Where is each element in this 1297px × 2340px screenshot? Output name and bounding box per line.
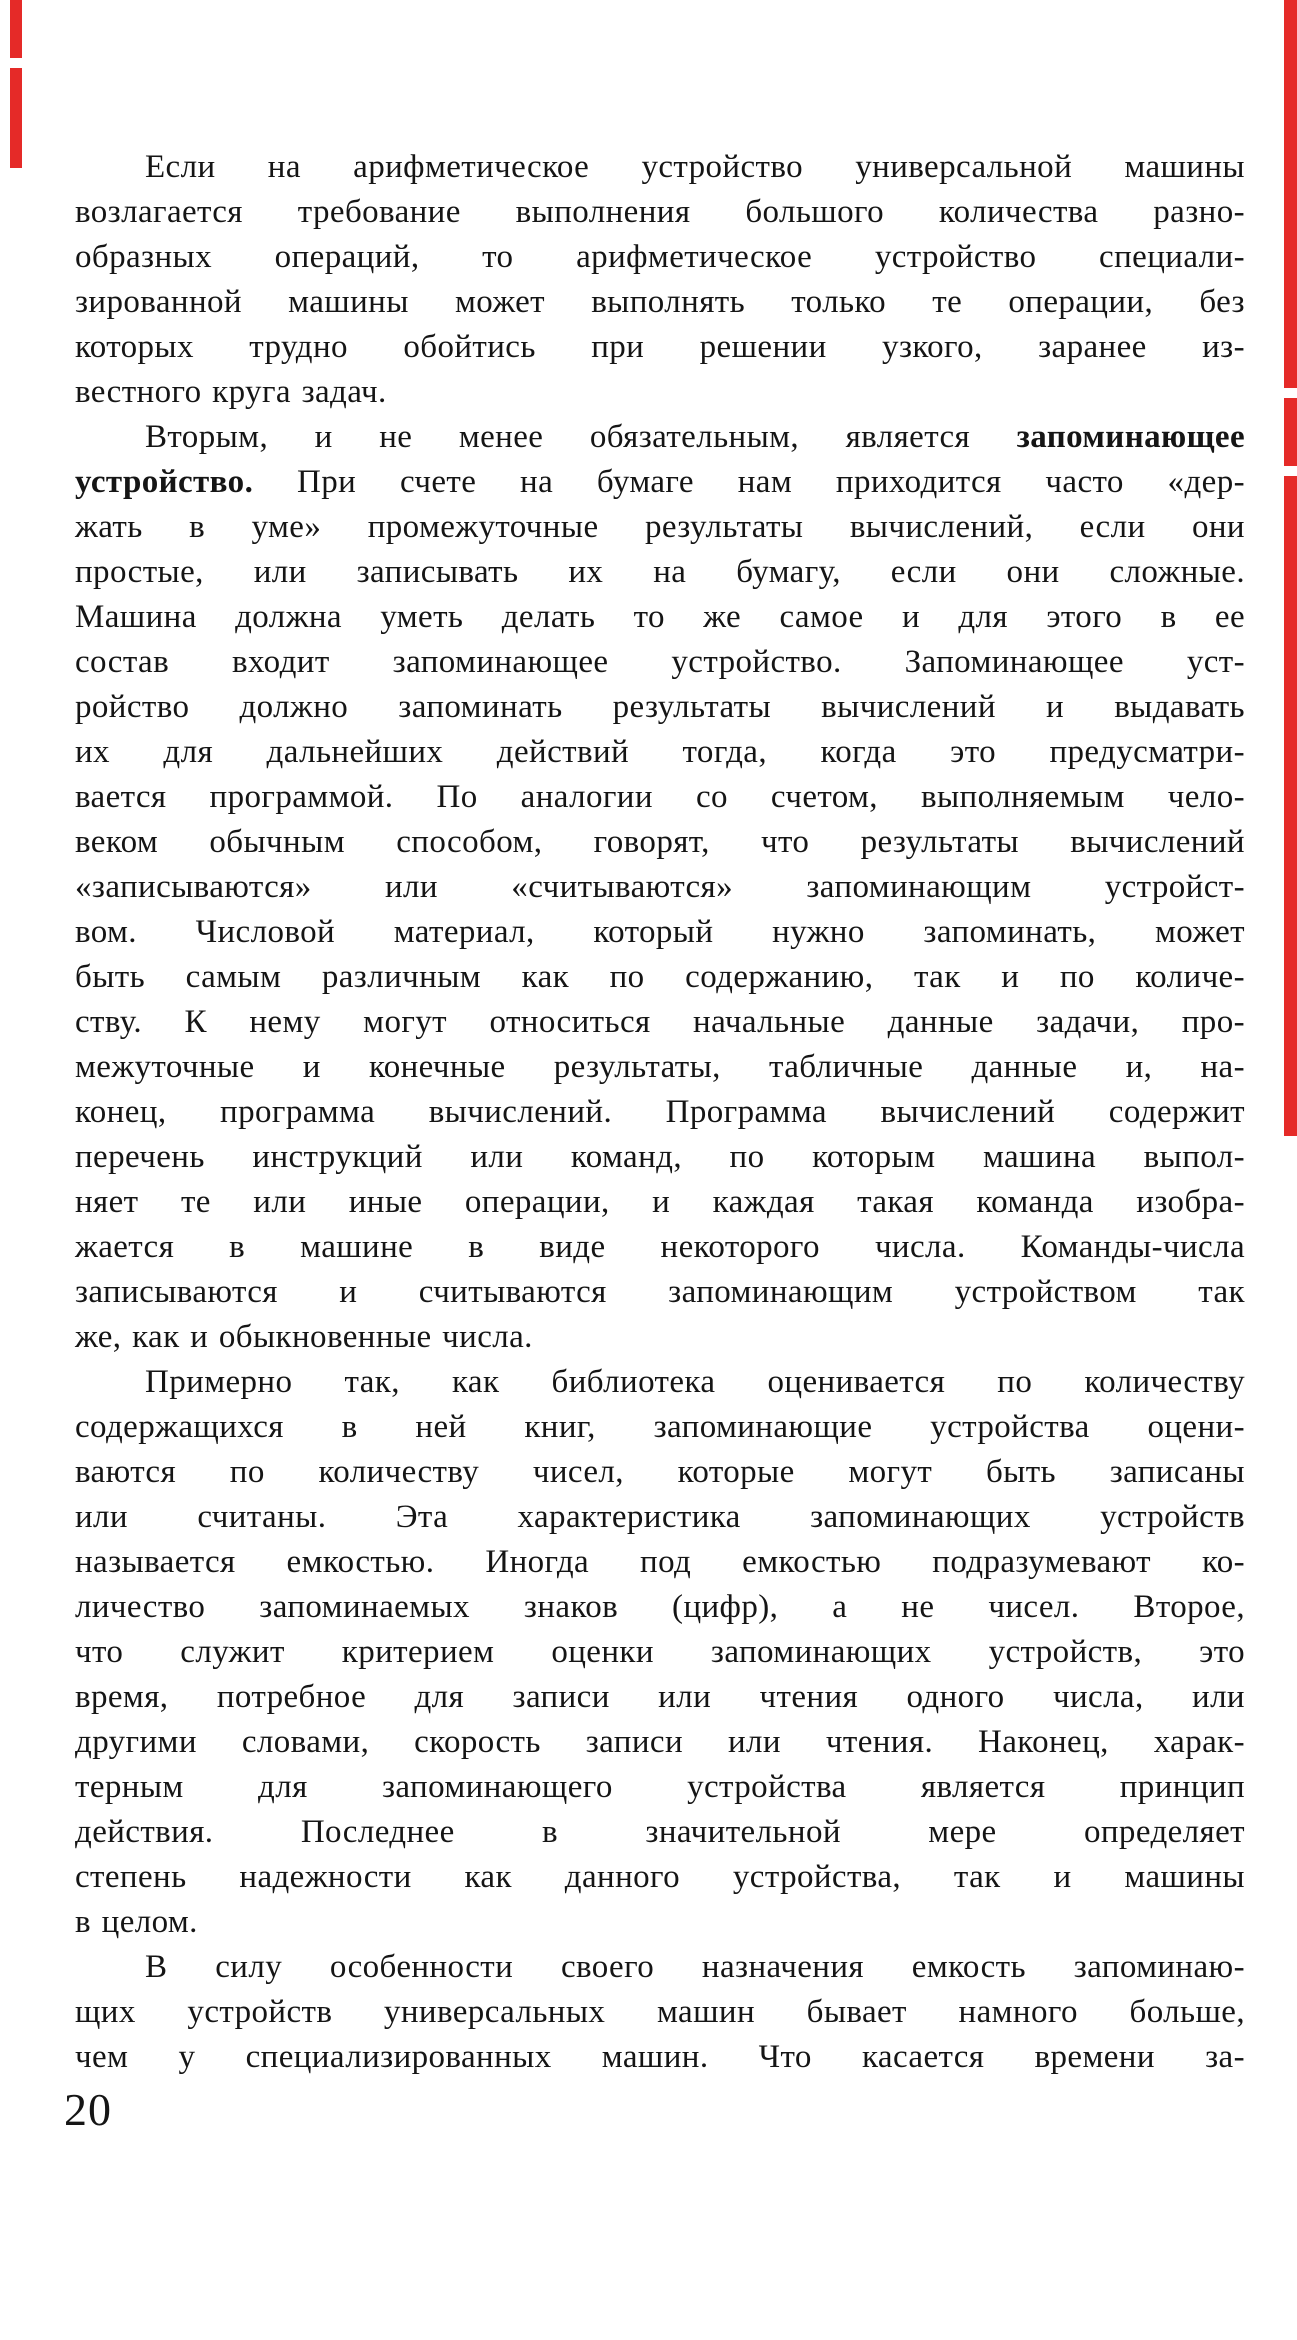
paragraph (75, 1360, 1245, 1945)
text-line: перечень инструкций или команд, по которым машина выпол- (75, 1139, 1245, 1175)
text-line: В силу особенности своего назначения емкость запоминаю- (145, 1949, 1245, 1985)
text-line: возлагается требование выполнения большого количества разно- (75, 194, 1245, 230)
text-line: чем у специализированных машин. Что касается времени за- (75, 2039, 1245, 2075)
page-number: 20 (64, 2084, 112, 2135)
text-line: устройство. При счете на бумаге нам приходится часто «дер- (75, 464, 1245, 500)
text-line: называется емкостью. Иногда под емкостью подразумевают ко- (75, 1544, 1245, 1580)
text-line: межуточные и конечные результаты, табличные данные и, на- (75, 1049, 1245, 1085)
text-line: щих устройств универсальных машин бывает намного больше, (75, 1994, 1245, 2030)
text-line: другими словами, скорость записи или чтения. Наконец, харак- (75, 1724, 1245, 1760)
text-line: Если на арифметическое устройство универсальной машины (145, 149, 1245, 185)
text-line: время, потребное для записи или чтения одного числа, или (75, 1679, 1245, 1715)
text-line: жать в уме» промежуточные результаты вычислений, если они (75, 509, 1245, 545)
text-line: что служит критерием оценки запоминающих устройств, это (75, 1634, 1245, 1670)
text-line: же, как и обыкновенные числа. (75, 1319, 533, 1355)
text-line: «записываются» или «считываются» запоминающим устройст- (75, 869, 1245, 905)
text-block (75, 145, 1245, 2080)
text-line: степень надежности как данного устройства, так и машины (75, 1859, 1245, 1895)
text-line: веком обычным способом, говорят, что результаты вычислений (75, 824, 1245, 860)
text-line: или считаны. Эта характеристика запоминающих устройств (75, 1499, 1245, 1535)
text-line: вестного круга задач. (75, 374, 387, 410)
paragraph (75, 1945, 1245, 2080)
text-line: простые, или записывать их на бумагу, если они сложные. (75, 554, 1245, 590)
text-line: ваются по количеству чисел, которые могут быть записаны (75, 1454, 1245, 1490)
text-line: ству. К нему могут относиться начальные данные задачи, про- (75, 1004, 1245, 1040)
scan-artifact-red-bar-left-segment (10, 68, 22, 168)
text-line: няет те или иные операции, и каждая такая команда изобра- (75, 1184, 1245, 1220)
text-line: личество запоминаемых знаков (цифр), а не чисел. Второе, (75, 1589, 1245, 1625)
text-line: Вторым, и не менее обязательным, является запоминающее (145, 419, 1245, 455)
text-line: действия. Последнее в значительной мере определяет (75, 1814, 1245, 1850)
text-line: вом. Числовой материал, который нужно запоминать, может (75, 914, 1245, 950)
text-line: вается программой. По аналогии со счетом, выполняемым чело- (75, 779, 1245, 815)
scan-artifact-red-bar-right-segment (1284, 476, 1297, 1136)
text-line: в целом. (75, 1904, 198, 1940)
text-line: состав входит запоминающее устройство. Запоминающее уст- (75, 644, 1245, 680)
paragraph (75, 145, 1245, 415)
text-line: жается в машине в виде некоторого числа. Команды-числа (75, 1229, 1245, 1265)
text-line: записываются и считываются запоминающим устройством так (75, 1274, 1245, 1310)
text-line: зированной машины может выполнять только те операции, без (75, 284, 1245, 320)
text-line: терным для запоминающего устройства является принцип (75, 1769, 1245, 1805)
text-line: Машина должна уметь делать то же самое и для этого в ее (75, 599, 1245, 635)
scan-artifact-red-bar-right-segment (1284, 0, 1297, 388)
text-line: Примерно так, как библиотека оценивается по количеству (145, 1364, 1245, 1400)
text-line: их для дальнейших действий тогда, когда это предусматри- (75, 734, 1245, 770)
text-line: которых трудно обойтись при решении узкого, заранее из- (75, 329, 1245, 365)
text-line: содержащихся в ней книг, запоминающие устройства оцени- (75, 1409, 1245, 1445)
paragraph (75, 415, 1245, 1360)
text-line: образных операций, то арифметическое устройство специали- (75, 239, 1245, 275)
text-line: быть самым различным как по содержанию, так и по количе- (75, 959, 1245, 995)
scan-artifact-red-bar-right-segment (1284, 398, 1297, 466)
scan-artifact-red-bar-left-segment (10, 0, 22, 58)
text-line: ройство должно запоминать результаты вычислений и выдавать (75, 689, 1245, 725)
text-line: конец, программа вычислений. Программа вычислений содержит (75, 1094, 1245, 1130)
